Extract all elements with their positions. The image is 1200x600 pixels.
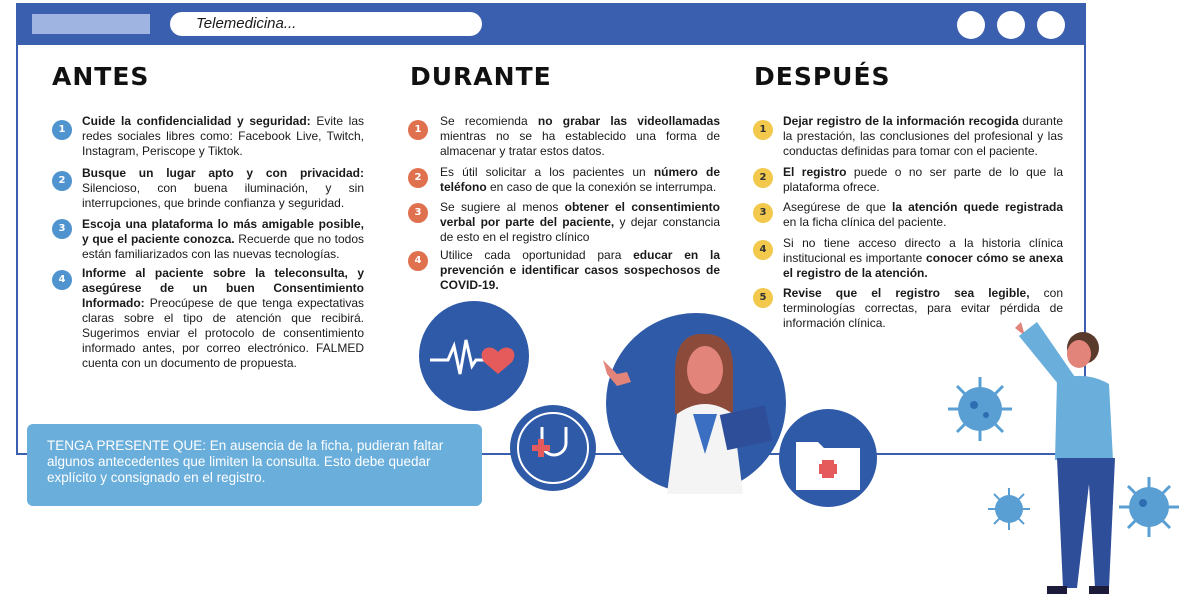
doctor-illustration <box>605 312 787 494</box>
medical-folder-icon <box>778 408 878 508</box>
despues-step-1-number: 1 <box>753 120 773 140</box>
despues-step-1-text-c: durante la prestación, las conclusiones del profesional y las conductas definidas para tomar con el paciente. <box>783 114 1063 158</box>
despues-step-3-text-a: Asegúrese de que <box>783 200 893 214</box>
despues-step-5-bold: Revise que el registro sea legible, <box>783 286 1030 300</box>
despues-step-3-bold: la atención quede registrada <box>892 200 1063 214</box>
despues-step-2-bold: El registro <box>783 165 847 179</box>
durante-step-1-number: 1 <box>408 120 428 140</box>
despues-step-4-bold: conocer cómo se anexa el registro de la atención. <box>783 251 1064 280</box>
antes-step-2 <box>82 166 364 211</box>
durante-step-1 <box>440 114 720 159</box>
despues-step-3 <box>783 200 1063 230</box>
antes-step-3-number: 3 <box>52 219 72 239</box>
stethoscope-icon <box>508 403 598 493</box>
durante-step-1-text-c: mientras no se ha establecido una forma de almacenar y tratar estos datos. <box>440 129 720 158</box>
durante-title: DURANTE <box>410 62 552 91</box>
durante-step-4-text-a: Utilice cada oportunidad para <box>440 248 634 262</box>
antes-step-3-text: Recuerde que no todos están familiarizados con las nuevas tecnologías. <box>82 232 364 261</box>
antes-step-1-number: 1 <box>52 120 72 140</box>
window-tab[interactable] <box>32 14 150 34</box>
durante-step-3-text-a: Se sugiere al menos <box>440 200 565 214</box>
tenga-presente-note <box>27 424 482 506</box>
antes-step-4-number: 4 <box>52 270 72 290</box>
durante-step-4-number: 4 <box>408 251 428 271</box>
durante-step-3-text-c: y dejar constancia de esto en el registro clínico <box>440 215 720 244</box>
despues-step-5-text-c: con terminologías correctas, para evitar pérdida de información clínica. <box>783 286 1064 330</box>
durante-step-3-bold: obtener el consentimiento verbal por parte del paciente, <box>440 200 720 229</box>
antes-step-1 <box>82 114 364 159</box>
durante-step-3 <box>440 200 720 245</box>
durante-step-4 <box>440 248 720 293</box>
antes-step-4-text: Preocúpese de que tenga expectativas claras sobre el tipo de atención que recibirá. Sugerimos enviar el protocolo de consentimiento informado antes, por correo electrónico. FALMED cuenta con un documento de propuesta. <box>82 296 364 370</box>
despues-step-1-bold: Dejar registro de la información recogida <box>783 114 1019 128</box>
window-button-3[interactable] <box>1037 11 1065 39</box>
despues-step-5-number: 5 <box>753 288 773 308</box>
durante-step-2-text-a: Es útil solicitar a los pacientes un <box>440 165 654 179</box>
antes-step-2-number: 2 <box>52 171 72 191</box>
despues-step-4-number: 4 <box>753 240 773 260</box>
doctor-hand <box>595 350 635 390</box>
durante-step-2 <box>440 165 720 195</box>
antes-step-2-bold: Busque un lugar apto y con privacidad: <box>82 166 364 180</box>
virus-icon <box>946 375 1014 443</box>
window-button-2[interactable] <box>997 11 1025 39</box>
despues-step-1 <box>783 114 1063 159</box>
despues-step-3-text-c: en la ficha clínica del paciente. <box>783 215 947 229</box>
durante-step-1-bold: no grabar las videollamadas <box>537 114 720 128</box>
antes-step-4 <box>82 266 364 371</box>
durante-step-2-bold: número de teléfono <box>440 165 721 194</box>
durante-step-2-number: 2 <box>408 168 428 188</box>
antes-step-3 <box>82 217 364 262</box>
antes-title: ANTES <box>52 62 150 91</box>
window-button-1[interactable] <box>957 11 985 39</box>
despues-step-2-number: 2 <box>753 168 773 188</box>
durante-step-2-text-c: en caso de que la conexión se interrumpa. <box>486 180 717 194</box>
man-illustration <box>1005 318 1135 600</box>
despues-step-3-number: 3 <box>753 203 773 223</box>
durante-step-4-bold: educar en la prevención e identificar casos sospechosos de COVID-19. <box>440 248 720 292</box>
despues-step-4-text-a: Si no tiene acceso directo a la historia clínica institucional es importante <box>783 236 1063 265</box>
antes-step-1-bold: Cuide la confidencialidad y seguridad: <box>82 114 311 128</box>
antes-step-4-bold: Informe al paciente sobre la teleconsulta, y asegúrese de un buen Consentimiento Informado: <box>82 266 364 310</box>
antes-step-3-bold: Escoja una plataforma lo más amigable posible, y que el paciente conozca. <box>82 217 364 246</box>
durante-step-1-text-a: Se recomienda <box>440 114 538 128</box>
despues-step-2-text-c: puede o no ser parte de lo que la plataforma ofrece. <box>783 165 1063 194</box>
address-bar[interactable]: Telemedicina... <box>170 12 482 36</box>
note-label: TENGA PRESENTE QUE: <box>47 438 207 453</box>
note-text: En ausencia de la ficha, pudieran faltar algunos antecedentes que limiten la consulta. Esto debe quedar explícito y consignado en el registro. <box>47 438 444 485</box>
durante-step-3-number: 3 <box>408 203 428 223</box>
despues-step-4 <box>783 236 1063 281</box>
antes-step-2-text: Silencioso, con buena iluminación, y sin interrupciones, que brinde confianza y seguridad. <box>82 181 364 210</box>
heartbeat-icon <box>418 300 530 412</box>
despues-step-2 <box>783 165 1063 195</box>
antes-step-1-text: Evite las redes sociales libres como: Facebook Live, Twitch, Instagram, Periscope y Tiktok. <box>82 114 365 158</box>
despues-title: DESPUÉS <box>754 62 891 91</box>
